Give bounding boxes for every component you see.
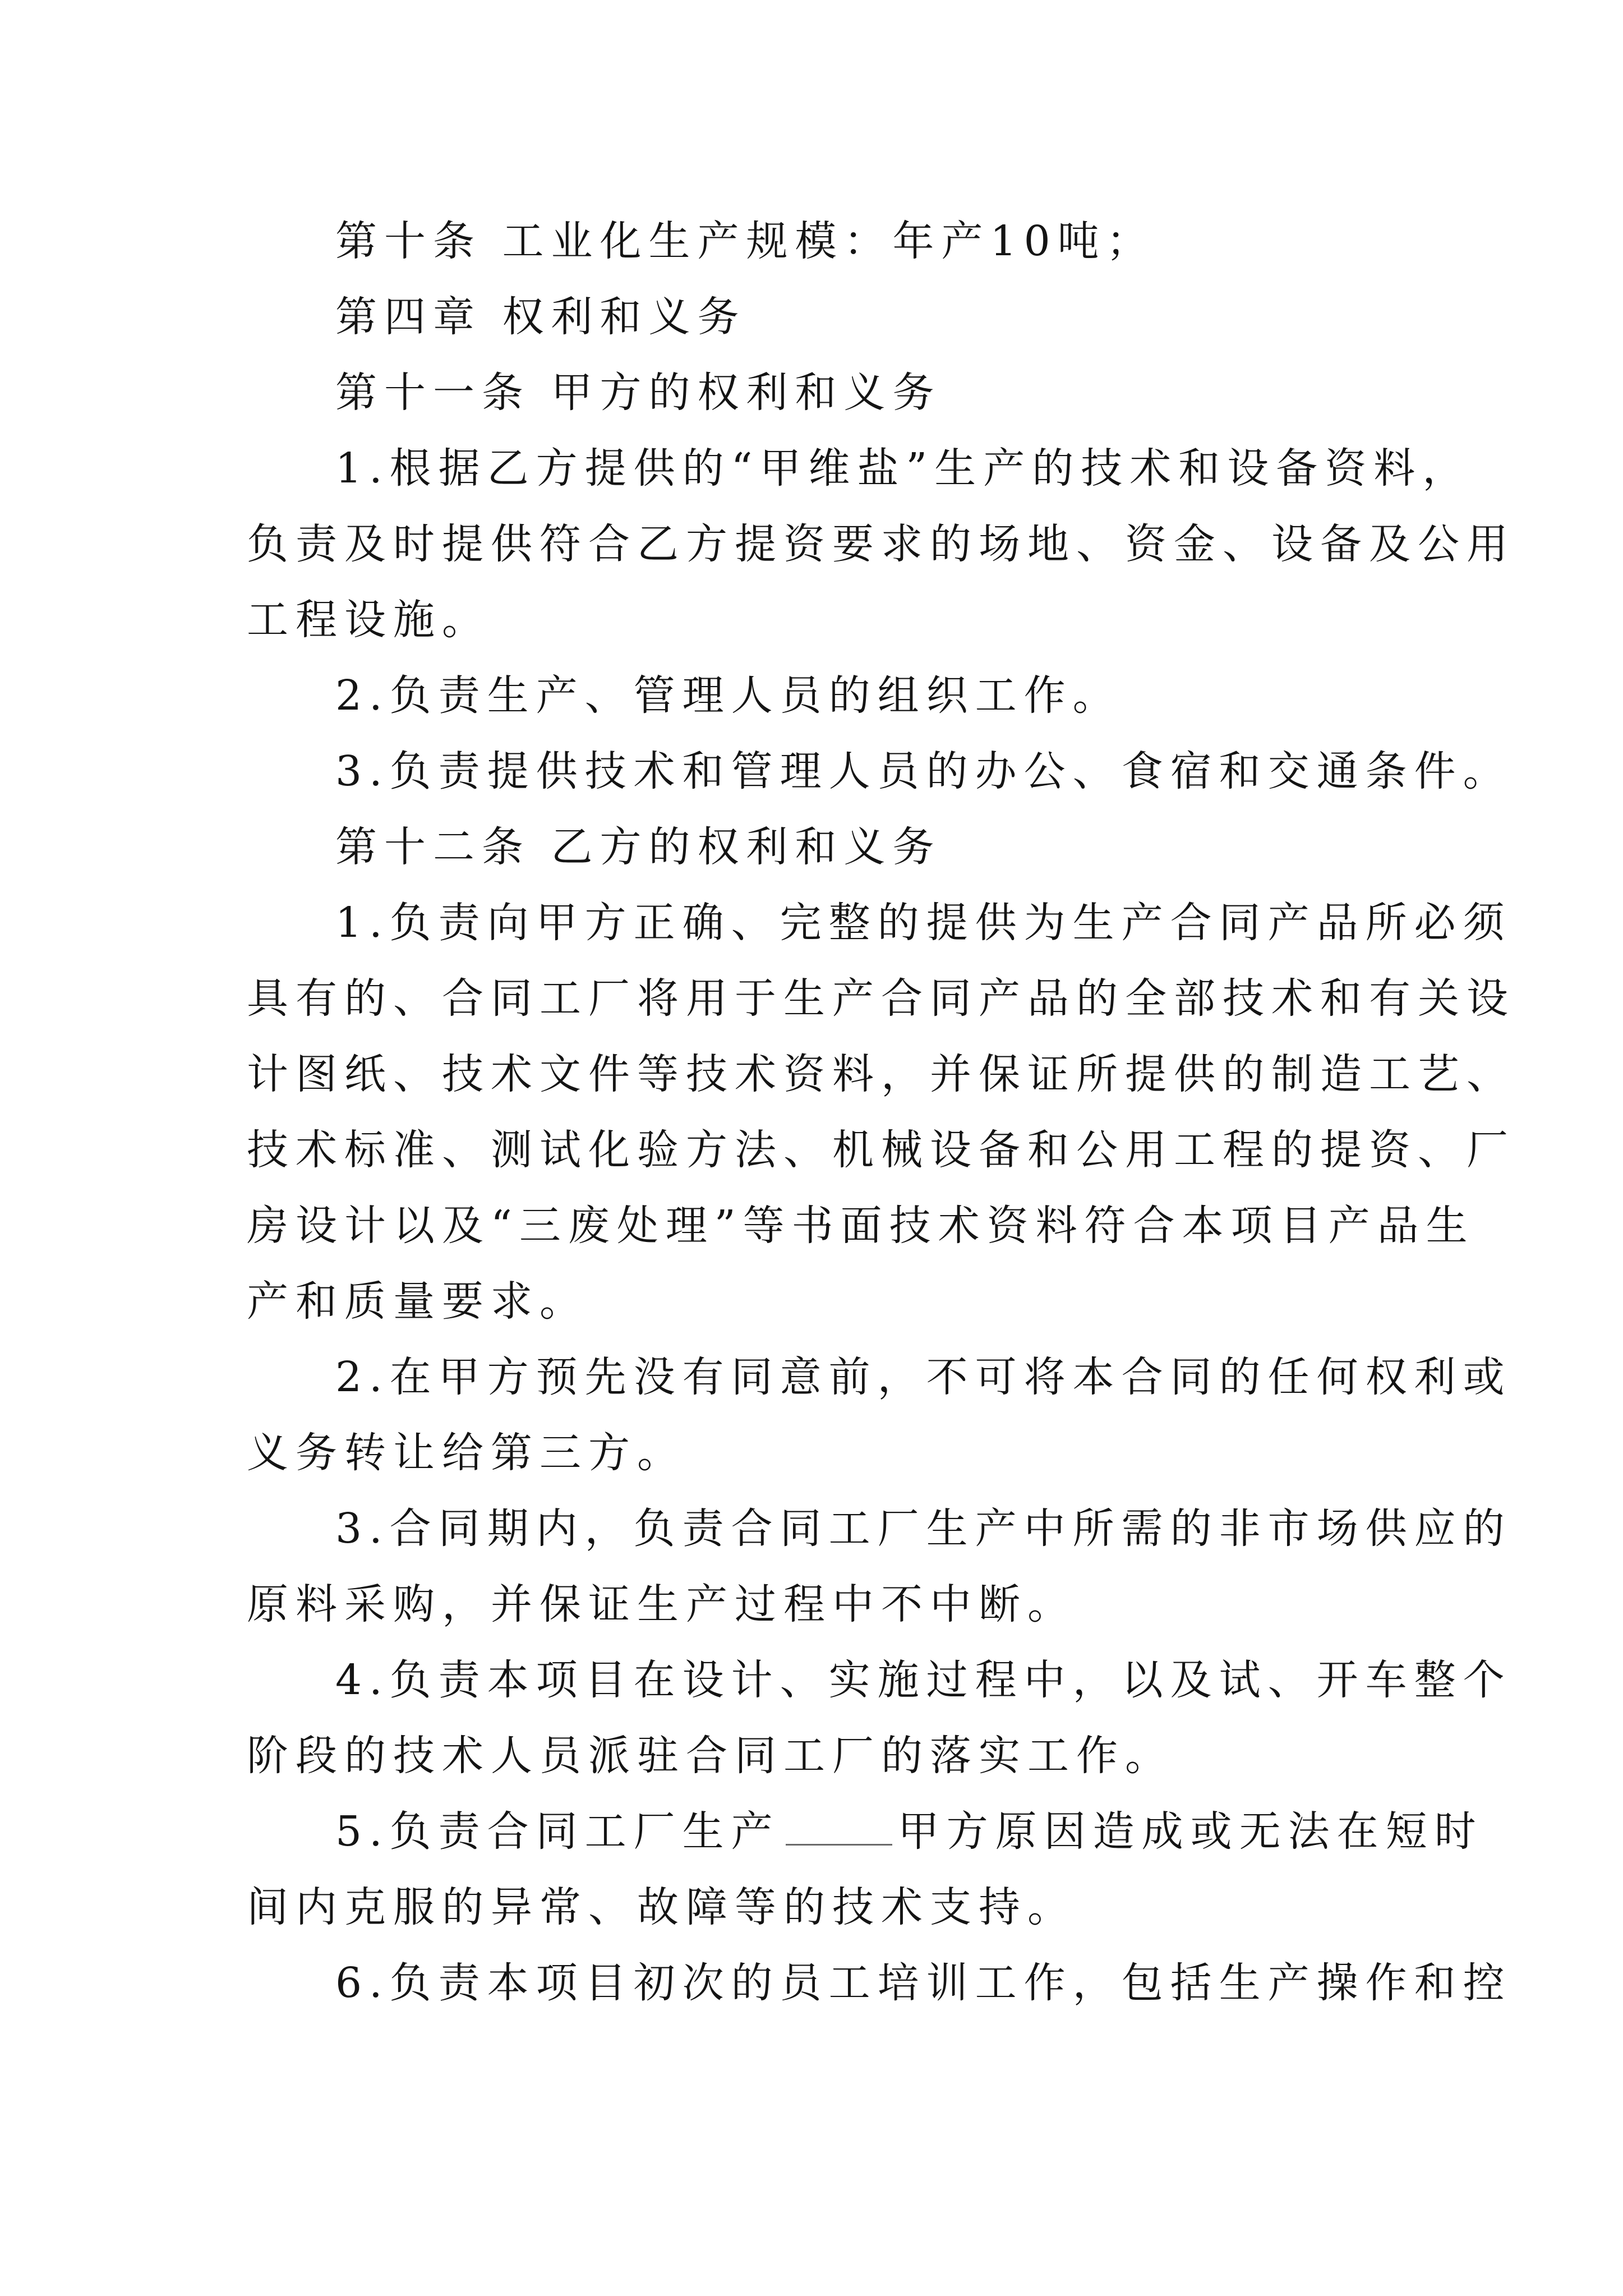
chapter-4-heading: 第四章 权利和义务 (335, 293, 746, 341)
party-b-item-1-line-3: 计图纸、技术文件等技术资料，并保证所提供的制造工艺、 (247, 1050, 1515, 1098)
party-b-item-1-line-2: 具有的、合同工厂将用于生产合同产品的全部技术和有关设 (247, 974, 1515, 1023)
party-b-item-4-line-1: 4.负责本项目在设计、实施过程中，以及试、开车整个 (335, 1656, 1512, 1704)
party-a-item-1-line-3: 工程设施。 (247, 596, 491, 644)
party-b-item-2-line-1: 2.在甲方预先没有同意前，不可将本合同的任何权利或 (335, 1353, 1512, 1401)
party-b-item-3-line-2: 原料采购，并保证生产过程中不中断。 (247, 1580, 1076, 1628)
party-b-item-5-line-1 (335, 1803, 1483, 1860)
fill-in-blank (786, 1811, 892, 1846)
party-b-item-5-line-2: 间内克服的异常、故障等的技术支持。 (247, 1883, 1076, 1931)
party-b-item-5-text-start: 5.负责合同工厂生产 (335, 1807, 780, 1856)
article-10: 第十条 工业化生产规模：年产10吨； (335, 217, 1155, 265)
party-b-item-1-line-4: 技术标准、测试化验方法、机械设备和公用工程的提资、厂 (247, 1126, 1515, 1174)
article-12-heading: 第十二条 乙方的权利和义务 (335, 823, 942, 871)
party-a-item-2: 2.负责生产、管理人员的组织工作。 (335, 671, 1122, 720)
party-b-item-4-line-2: 阶段的技术人员派驻合同工厂的落实工作。 (247, 1732, 1174, 1780)
party-b-item-5-text-end: 甲方原因造成或无法在短时 (897, 1807, 1483, 1856)
party-a-item-3: 3.负责提供技术和管理人员的办公、食宿和交通条件。 (335, 747, 1512, 795)
party-a-item-1-line-2: 负责及时提供符合乙方提资要求的场地、资金、设备及公用 (247, 520, 1515, 568)
party-b-item-3-line-1: 3.合同期内，负责合同工厂生产中所需的非市场供应的 (335, 1504, 1512, 1553)
party-b-item-2-line-2: 义务转让给第三方。 (247, 1429, 686, 1477)
party-b-item-1-line-6: 产和质量要求。 (247, 1277, 588, 1326)
party-b-item-1-line-1: 1.负责向甲方正确、完整的提供为生产合同产品所必须 (335, 899, 1512, 947)
article-11-heading: 第十一条 甲方的权利和义务 (335, 369, 942, 417)
party-b-item-6-line-1: 6.负责本项目初次的员工培训工作，包括生产操作和控 (335, 1959, 1512, 2007)
party-b-item-1-line-5: 房设计以及“三废处理”等书面技术资料符合本项目产品生 (247, 1202, 1475, 1250)
party-a-item-1-line-1: 1.根据乙方提供的“甲维盐”生产的技术和设备资料， (335, 444, 1472, 493)
